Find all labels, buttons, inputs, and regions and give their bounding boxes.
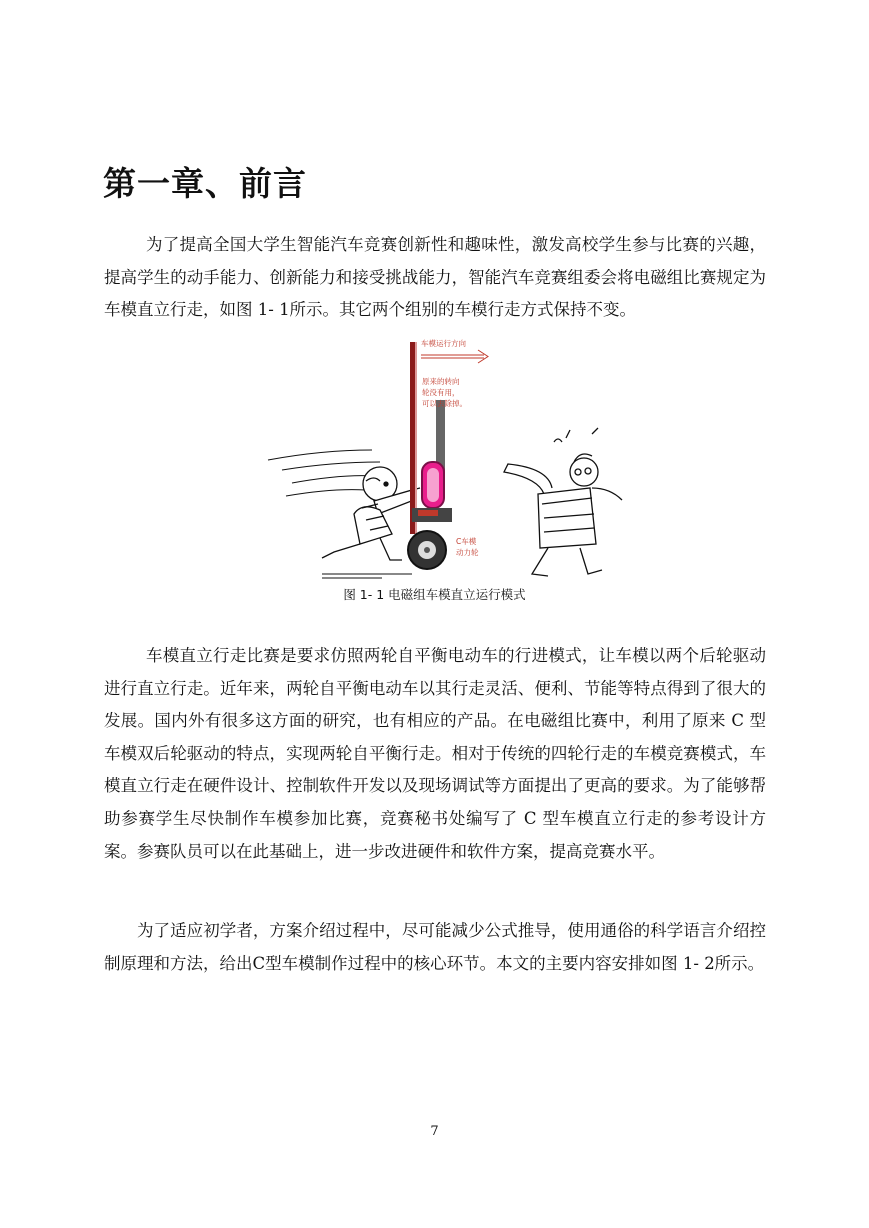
pushing-person bbox=[322, 467, 420, 560]
direction-label: 车模运行方向 bbox=[421, 339, 466, 348]
direction-arrow bbox=[421, 350, 488, 363]
speed-lines bbox=[268, 450, 412, 578]
chapter-title: 第一章、前言 bbox=[103, 164, 307, 203]
drive-wheel-note-line1: C车模 bbox=[456, 537, 477, 546]
drive-wheel-note-line2: 动力轮 bbox=[456, 548, 479, 557]
steering-note-line1: 原来的转向 bbox=[422, 377, 460, 386]
figure-caption: 图 1- 1 电磁组车模直立运行模式 bbox=[343, 587, 526, 602]
surprised-person bbox=[504, 428, 622, 576]
figure-illustration bbox=[262, 338, 634, 584]
intro-paragraph: 为了提高全国大学生智能汽车竞赛创新性和趣味性，激发高校学生参与比赛的兴趣，提高学生的动手能力、创新能力和接受挑战能力，智能汽车竞赛组委会将电磁组比赛规定为车模直立行走，如图 1- 1所示。其它两个组别的车模行走方式保持不变。 bbox=[104, 235, 766, 320]
steering-note-line2: 轮没有用， bbox=[422, 388, 460, 397]
body-paragraph-3: 为了适应初学者，方案介绍过程中，尽可能减少公式推导，使用通俗的科学语言介绍控制原理和方法，给出C型车模制作过程中的核心环节。本文的主要内容安排如图 1- 2所示。 bbox=[104, 921, 766, 973]
page-number: 7 bbox=[430, 1124, 439, 1139]
body-paragraph-2: 车模直立行走比赛是要求仿照两轮自平衡电动车的行进模式，让车模以两个后轮驱动进行直立行走。近年来，两轮自平衡电动车以其行走灵活、便利、节能等特点得到了很大的发展。国内外有很多这方面的研究，也有相应的产品。在电磁组比赛中，利用了原来 C 型车模双后轮驱动的特点，实现两轮自平衡行走。相对于传统的四轮行走的车模竞赛模式，车模直立行走在硬件设计、控制软件开发以及现场调试等方面提出了更高的要求。为了能够帮助参赛学生尽快制作车模参加比赛，竞赛秘书处编写了 C 型车模直立行走的参考设计方案。参赛队员可以在此基础上，进一步改进硬件和软件方案，提高竞赛水平。 bbox=[104, 646, 766, 861]
steering-note-line3: 可以去除掉。 bbox=[422, 399, 467, 408]
